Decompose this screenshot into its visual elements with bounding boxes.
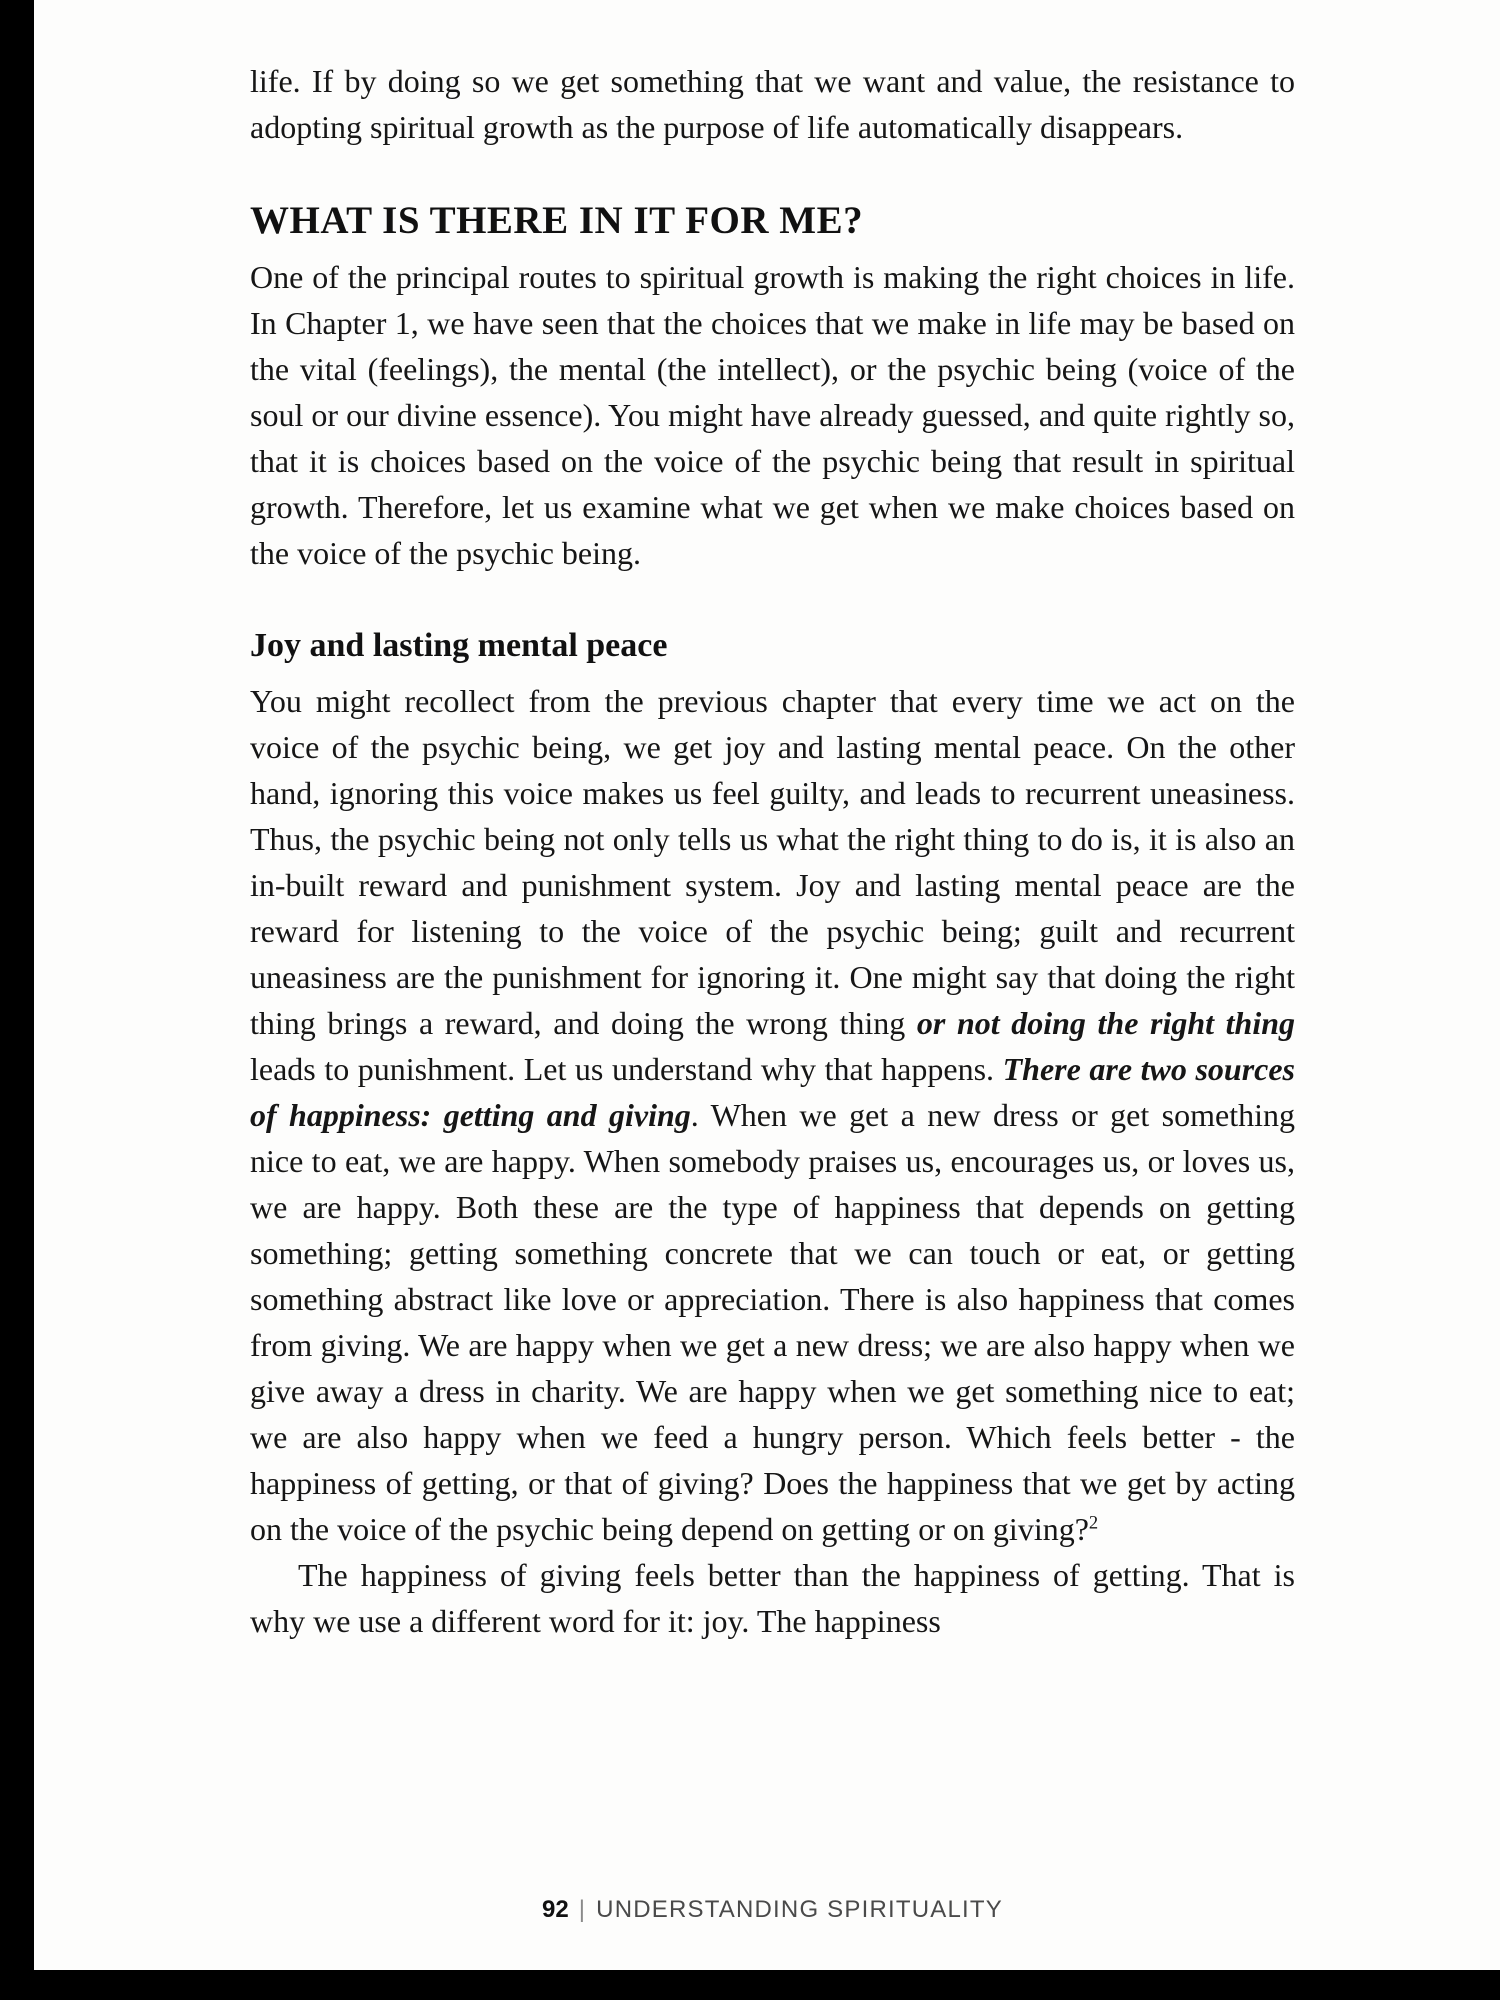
page-footer — [250, 1896, 1295, 1924]
intro-paragraph: life. If by doing so we get something that we want and value, the resistance to adopting spiritual growth as the purpose of life automatically disappears. — [250, 63, 1295, 145]
closing-paragraph: The happiness of giving feels better than the happiness of getting. That is why we use a different word for it: joy. The happiness — [250, 1557, 1295, 1639]
scan-edge-left — [0, 0, 34, 2000]
section-heading: WHAT IS THERE IN IT FOR ME? — [250, 199, 864, 242]
footer-separator: | — [578, 1896, 587, 1923]
page-number: 92 — [542, 1896, 569, 1923]
subsection-heading: Joy and lasting mental peace — [250, 627, 668, 664]
scan-edge-bottom — [0, 1970, 1500, 2000]
body-paragraph: You might recollect from the previous chapter that every time we act on the voice of the psychic being, we get joy and lasting mental peace. On the other hand, ignoring this voice makes us feel guilty, and leads to recurrent uneasiness. Thus, the psychic being not only tells us what the right thing to do is, it is also an in-built reward and punishment system. Joy and lasting mental peace are the reward for listening to the voice of the psychic being; guilt and recurrent uneasiness are the punishment for ignoring it. One might say that doing the right thing brings a reward, and doing the wrong thing or not doing the right thing leads to punishment. Let us understand why that happens. There are two sources of happiness: getting and giving. When we get a new dress or get something nice to eat, we are happy. When somebody praises us, encourages us, or loves us, we are happy. Both these are the type of happiness that depends on getting something; getting something concrete that we can touch or eat, or getting something abstract like love or appreciation. There is also happiness that comes from giving. We are happy when we get a new dress; we are also happy when we give away a dress in charity. We are happy when we get something nice to eat; we are also happy when we feed a hungry person. Which feels better - the happiness of getting, or that of giving? Does the happiness that we get by acting on the voice of the psychic being depend on getting or on giving?$^2$ — [250, 683, 1296, 1547]
section-paragraph: One of the principal routes to spiritual growth is making the right choices in life. In Chapter 1, we have seen that the choices that we make in life may be based on the vital (feelings), the mental (the intellect), or the psychic being (voice of the soul or our divine essence). You might have already guessed, and quite rightly so, that it is choices based on the voice of the psychic being that result in spiritual growth. Therefore, let us examine what we get when we make choices based on the voice of the psychic being. — [250, 259, 1295, 571]
text-column — [250, 58, 1295, 1644]
book-title: UNDERSTANDING SPIRITUALITY — [596, 1896, 1003, 1923]
